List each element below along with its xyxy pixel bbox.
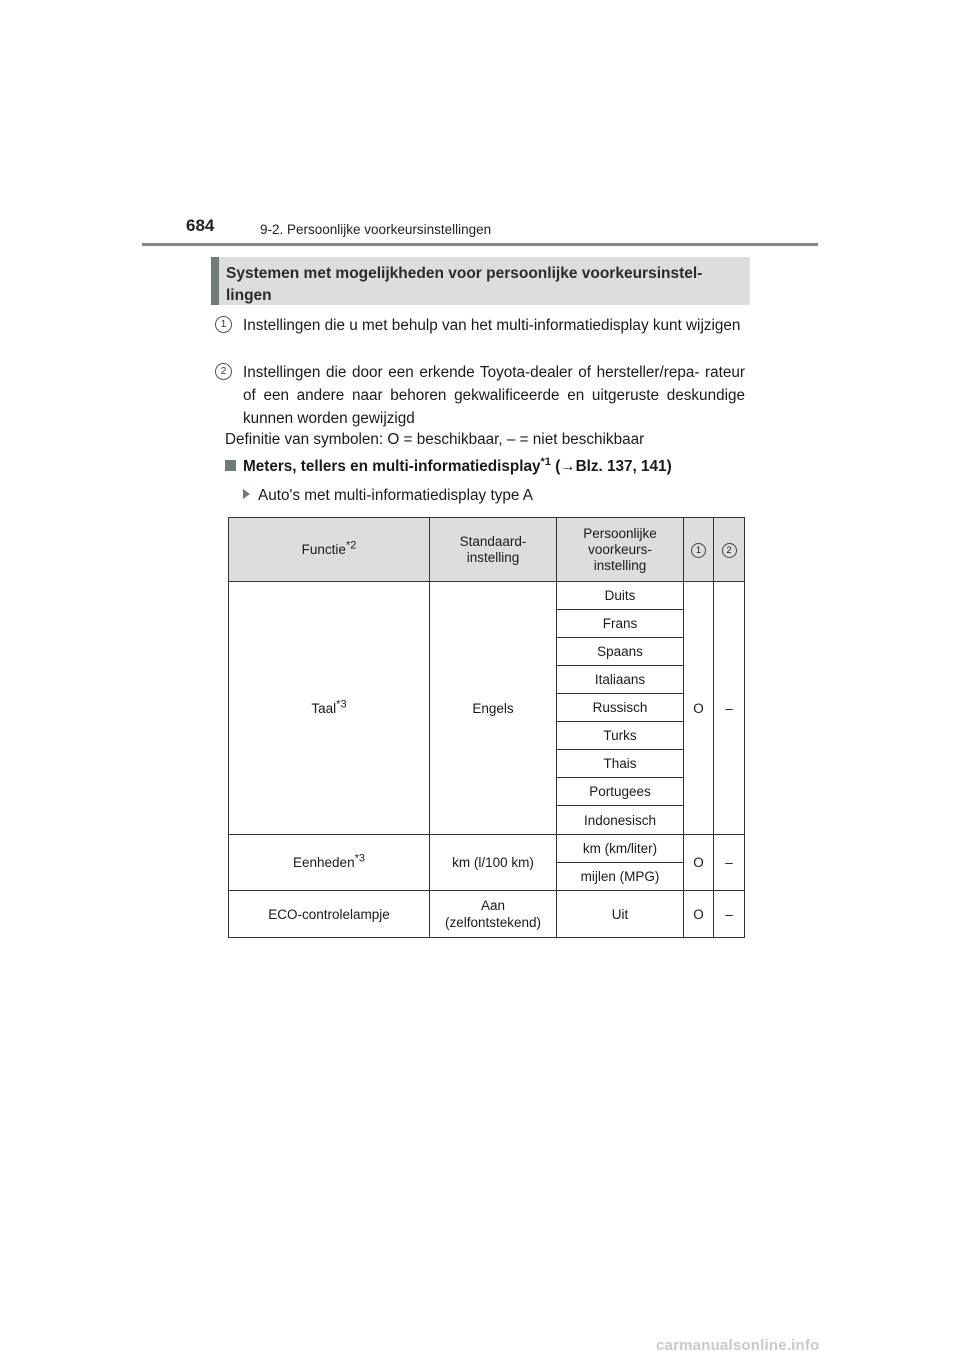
note-2 [215,361,745,430]
col1-cell: O [684,582,714,835]
option-cell: Spaans [557,638,684,666]
circled-number-2-icon: 2 [722,543,737,558]
section-header: 9-2. Persoonlijke voorkeursinstellingen [260,222,492,237]
option-cell: Duits [557,582,684,610]
table-header-row [229,518,745,582]
vehicle-variant-heading [243,487,533,505]
option-cell: Uit [557,891,684,938]
circled-number-1: 1 [215,316,232,333]
square-bullet-icon [225,460,236,471]
col1-cell: O [684,835,714,891]
option-cell: Russisch [557,694,684,722]
header-col-1 [684,518,714,582]
default-cell: Engels [430,582,557,835]
page-reference: (→Blz. 137, 141) [555,458,672,475]
header-col-2 [714,518,745,582]
section-title: Systemen met mogelijkheden voor persoonlijke voorkeursinstel- lingen [226,265,703,304]
watermark: carmanualsonline.info [656,1337,820,1354]
table-row [229,891,745,938]
table-row [229,835,745,863]
function-cell: Eenheden$^{*3}$ [229,835,430,891]
triangle-bullet-icon [243,489,250,499]
function-cell: Taal$^{*3}$ [229,582,430,835]
option-cell: Indonesisch [557,806,684,835]
option-cell: Italiaans [557,666,684,694]
circled-number-2: 2 [215,363,232,380]
function-cell: ECO-controlelampje [229,891,430,938]
header-default: Standaard- instelling [430,518,557,582]
section-title-box [211,257,750,305]
table-row [229,582,745,610]
col2-cell: – [714,835,745,891]
option-cell: Thais [557,750,684,778]
note-1-text: Instellingen die u met behulp van het multi-informatiedisplay kunt wijzigen [243,317,741,334]
col1-cell: O [684,891,714,938]
option-cell: Frans [557,610,684,638]
vehicle-variant-text: Auto's met multi-informatiedisplay type A [258,487,533,504]
option-cell: mijlen (MPG) [557,863,684,891]
header-divider [142,243,818,246]
default-cell: km (l/100 km) [430,835,557,891]
header-custom: Persoonlijke voorkeurs- instelling [557,518,684,582]
option-cell: km (km/liter) [557,835,684,863]
option-cell: Portugees [557,778,684,806]
category-heading-text: Meters, tellers en multi-informatiedisplay [243,458,541,475]
page-number: 684 [186,216,215,235]
note-2-text: Instellingen die door een erkende Toyota-dealer of hersteller/repa- rateur of een andere naar behoren gekwalificeerde en uitgeruste deskundige kunnen worden gewijzigd [243,364,745,427]
col2-cell: – [714,582,745,835]
footnote-marker: *1 [540,455,551,468]
category-heading [225,455,672,476]
default-cell: Aan (zelfontstekend) [430,891,557,938]
col2-cell: – [714,891,745,938]
circled-number-1-icon: 1 [691,543,706,558]
option-cell: Turks [557,722,684,750]
note-1 [215,314,745,337]
symbol-definition: Definitie van symbolen: O = beschikbaar, – = niet beschikbaar [225,431,645,448]
header-function: Functie$^{*2}$ [229,518,430,582]
settings-table [228,517,745,938]
